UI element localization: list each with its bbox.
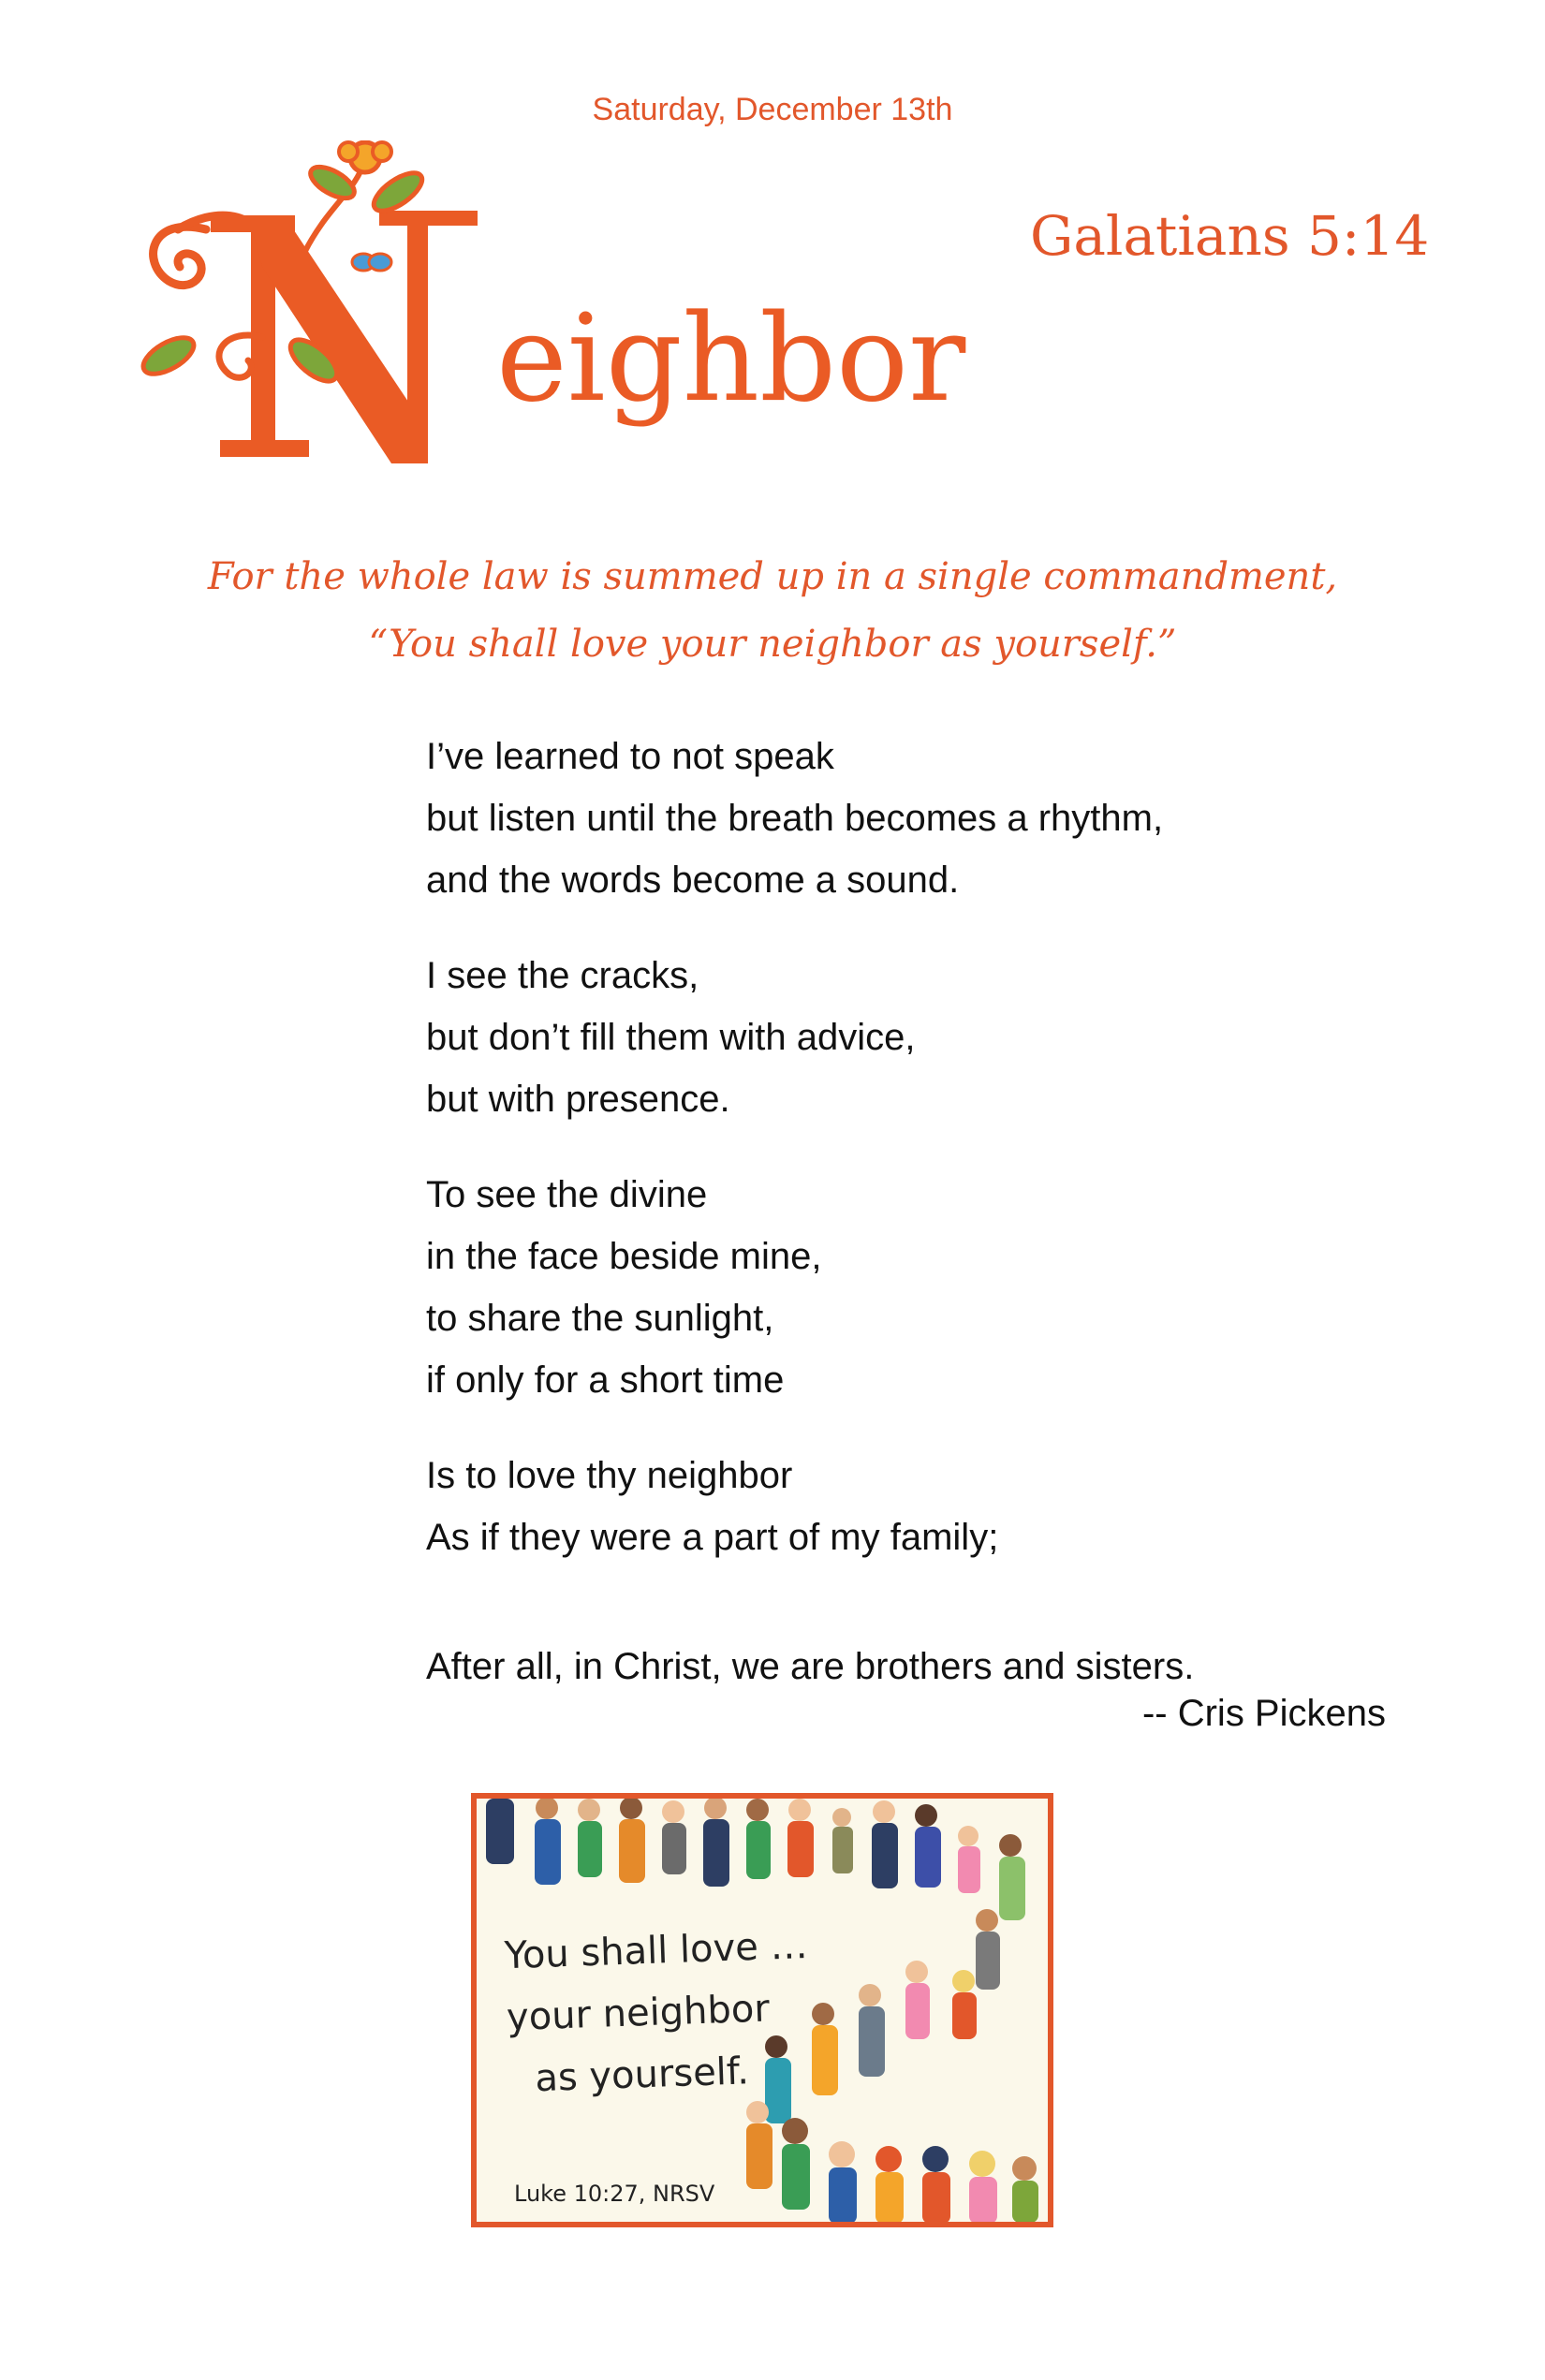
scripture-line-2: “You shall love your neighbor as yourself.”	[368, 623, 1177, 666]
card-verse-line: You shall love …	[503, 1923, 809, 1978]
page-date: Saturday, December 13th	[592, 92, 953, 127]
poem-line: in the face beside mine,	[426, 1236, 822, 1277]
card-citation: Luke 10:27, NRSV	[514, 2181, 715, 2207]
ornamental-initial-n	[140, 140, 515, 487]
poem-line: I see the cracks,	[426, 955, 699, 996]
scripture-reference: Galatians 5:14	[1030, 204, 1430, 268]
poem-line: but with presence.	[426, 1079, 730, 1120]
poem-stanza-1	[426, 726, 1409, 911]
card-verse-line: your neighbor	[506, 1987, 771, 2040]
poem-line: and the words become a sound.	[426, 859, 960, 901]
poem-line: to share the sunlight,	[426, 1298, 774, 1339]
poem-stanza-3	[426, 1164, 1409, 1411]
illustration-card	[471, 1793, 1053, 2227]
poem-stanza-2	[426, 945, 1409, 1130]
poem-line: I’ve learned to not speak	[426, 736, 834, 777]
poem-author: -- Cris Pickens	[1141, 1693, 1386, 1734]
scripture-quote	[0, 543, 1545, 678]
poem-closing-line: After all, in Christ, we are brothers and sisters.	[426, 1646, 1195, 1687]
card-verse-line: as yourself.	[534, 2049, 750, 2101]
poem-line: but listen until the breath becomes a rhythm,	[426, 798, 1164, 839]
poem-line: if only for a short time	[426, 1359, 785, 1401]
poem	[426, 726, 1409, 1697]
page-title: eighbor	[496, 289, 966, 429]
poem-line: As if they were a part of my family;	[426, 1517, 999, 1558]
poem-stanza-4	[426, 1445, 1409, 1568]
scripture-line-1: For the whole law is summed up in a single commandment,	[207, 555, 1338, 598]
poem-line: Is to love thy neighbor	[426, 1455, 793, 1496]
poem-line: To see the divine	[426, 1174, 708, 1215]
card-verse	[503, 1916, 809, 2110]
poem-line: but don’t fill them with advice,	[426, 1017, 916, 1058]
title-block	[140, 140, 966, 487]
